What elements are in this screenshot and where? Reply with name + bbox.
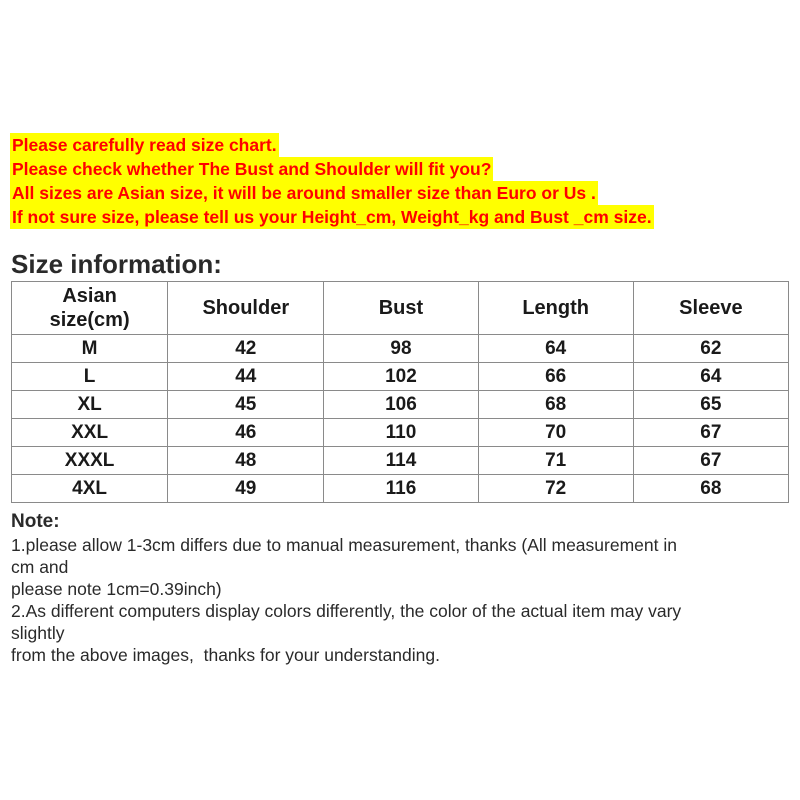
- notice-line: Please carefully read size chart.: [12, 135, 277, 155]
- table-row: [12, 447, 789, 475]
- size-notice: [10, 133, 654, 229]
- cell-shoulder: 46: [168, 419, 324, 447]
- note-line: 1.please allow 1-3cm differs due to manual measurement, thanks (All measurement in: [11, 535, 677, 555]
- cell-length: 68: [478, 391, 633, 419]
- cell-size: 4XL: [12, 475, 168, 503]
- table-row: [12, 335, 789, 363]
- notice-line: All sizes are Asian size, it will be around smaller size than Euro or Us .: [12, 183, 596, 203]
- cell-sleeve: 64: [633, 363, 788, 391]
- header-shoulder: Shoulder: [168, 282, 324, 335]
- cell-shoulder: 45: [168, 391, 324, 419]
- cell-bust: 110: [324, 419, 478, 447]
- section-title: Size information:: [11, 249, 222, 279]
- cell-bust: 98: [324, 335, 478, 363]
- header-length: Length: [478, 282, 633, 335]
- header-size-line1: Asian: [62, 285, 117, 307]
- cell-sleeve: 65: [633, 391, 788, 419]
- cell-sleeve: 68: [633, 475, 788, 503]
- header-bust: Bust: [324, 282, 478, 335]
- notice-line: Please check whether The Bust and Shoulder will fit you?: [12, 159, 492, 179]
- cell-bust: 114: [324, 447, 478, 475]
- cell-size: L: [12, 363, 168, 391]
- note-line: please note 1cm=0.39inch): [11, 579, 222, 599]
- cell-shoulder: 44: [168, 363, 324, 391]
- header-sleeve: Sleeve: [633, 282, 788, 335]
- notice-line: If not sure size, please tell us your Height_cm, Weight_kg and Bust _cm size.: [12, 207, 652, 227]
- table-row: [12, 475, 789, 503]
- table-row: [12, 363, 789, 391]
- cell-size: M: [12, 335, 168, 363]
- size-table: [11, 281, 789, 503]
- cell-shoulder: 42: [168, 335, 324, 363]
- cell-length: 70: [478, 419, 633, 447]
- cell-sleeve: 67: [633, 419, 788, 447]
- header-size: [12, 282, 168, 335]
- note-heading: Note:: [11, 511, 60, 532]
- cell-size: XXL: [12, 419, 168, 447]
- note-line: cm and: [11, 557, 69, 577]
- table-row: [12, 419, 789, 447]
- note-line: slightly: [11, 623, 65, 643]
- note-line: from the above images, thanks for your understanding.: [11, 645, 440, 665]
- cell-length: 64: [478, 335, 633, 363]
- note-section: [11, 510, 786, 666]
- cell-shoulder: 49: [168, 475, 324, 503]
- cell-length: 72: [478, 475, 633, 503]
- cell-bust: 106: [324, 391, 478, 419]
- note-line: 2.As different computers display colors differently, the color of the actual item may vary: [11, 601, 682, 621]
- cell-sleeve: 67: [633, 447, 788, 475]
- table-header-row: [12, 282, 789, 335]
- header-size-line2: size(cm): [49, 309, 130, 331]
- cell-size: XXXL: [12, 447, 168, 475]
- cell-bust: 102: [324, 363, 478, 391]
- cell-sleeve: 62: [633, 335, 788, 363]
- cell-shoulder: 48: [168, 447, 324, 475]
- cell-size: XL: [12, 391, 168, 419]
- cell-length: 71: [478, 447, 633, 475]
- cell-bust: 116: [324, 475, 478, 503]
- table-row: [12, 391, 789, 419]
- cell-length: 66: [478, 363, 633, 391]
